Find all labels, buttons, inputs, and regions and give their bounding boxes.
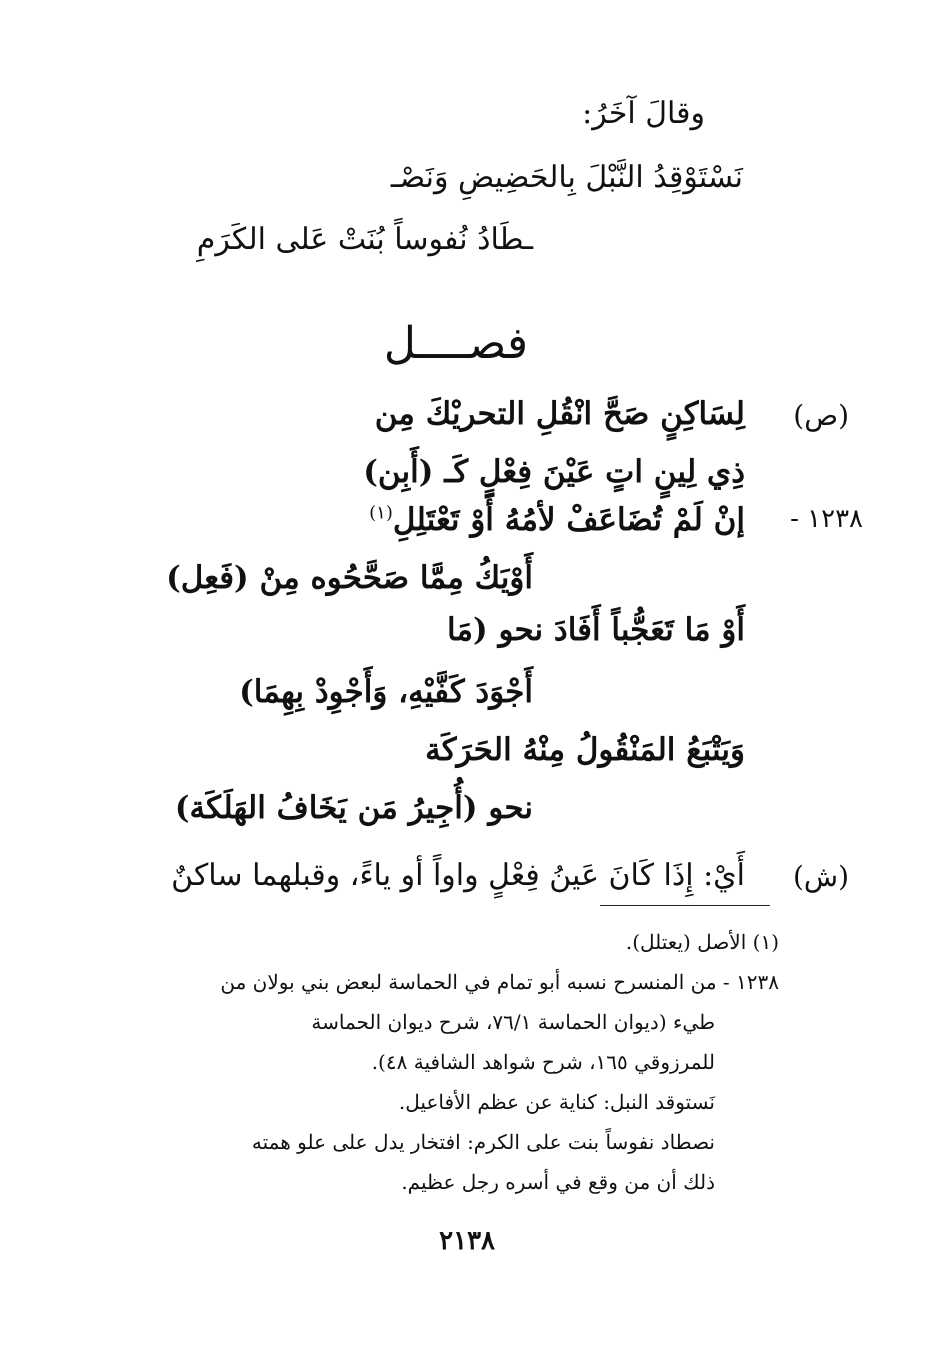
verse-line-7: وَيَتْبَعُ المَنْقُولُ مِنْهُ الحَرَكَة bbox=[425, 732, 745, 768]
verse-line-3: إنْ لَمْ تُضَاعَفْ لأمُهُ أَوْ تَعْتَلِلِ$^{(١)}$ bbox=[369, 502, 745, 538]
verse-number: ١٢٣٨ - bbox=[790, 504, 863, 534]
footnote-2-line-6: ذلك أن من وقع في أسره رجل عظيم. bbox=[401, 1170, 715, 1194]
shin-marker: (ش) bbox=[792, 860, 849, 893]
poem-line-1: نَسْتَوْقِدُ النَّبْلَ بِالحَضِيضِ وَنَصْـ bbox=[390, 160, 743, 195]
verse-line-4: أَوْيَكُ مِمَّا صَحَّحُوه مِنْ (فَعِل) bbox=[166, 560, 533, 596]
verse-line-2: ذِي لِينٍ اتٍ عَيْنَ فِعْلٍ كَـ (أَبِن) bbox=[363, 454, 745, 490]
footnote-ref: (١) bbox=[369, 502, 393, 524]
page-number: ٢١٣٨ bbox=[439, 1226, 495, 1256]
verse-line-8: نحو (أُجِيرُ مَن يَخَافُ الهَلَكَة) bbox=[174, 790, 533, 826]
intro-line: وقالَ آخَرُ: bbox=[582, 96, 705, 131]
footnote-2-line-3: للمرزوقي ١٦٥، شرح شواهد الشافية ٤٨). bbox=[371, 1050, 715, 1074]
verse-line-5: أَوْ مَا تَعَجُّباً أَفَادَ نحو (مَا bbox=[446, 612, 745, 648]
footnote-1: (١) الأصل (يعتلل). bbox=[625, 930, 779, 954]
footnote-2-line-5: نصطاد نفوساً بنت على الكرم: افتخار يدل على علو همته bbox=[251, 1130, 715, 1154]
poem-line-2: ـطَادُ نُفوساً بُنَتْ عَلى الكَرَمِ bbox=[196, 222, 533, 257]
sad-marker: (ص) bbox=[793, 399, 849, 432]
footnote-separator bbox=[600, 905, 770, 906]
footnote-2-line-1: ١٢٣٨ - من المنسرح نسبه أبو تمام في الحماسة لبعض بني بولان من bbox=[220, 970, 779, 994]
verse-line-6: أَجْوَدَ كَفَّيْهِ، وَأَجْوِدْ بِهِمَا) bbox=[239, 674, 533, 710]
verse-line-1: لِسَاكِنٍ صَحَّ انْقُلِ التحريْكَ مِن bbox=[374, 396, 745, 432]
section-heading: فصــــل bbox=[383, 318, 528, 369]
commentary-line: أَيْ: إِذَا كَانَ عَينُ فِعْلٍ واواً أو ياءً، وقبلهما ساكنٌ bbox=[171, 858, 745, 893]
footnote-2-line-4: نَستوقد النبل: كناية عن عظم الأفاعيل. bbox=[398, 1090, 715, 1114]
footnote-2-line-2: طيء (ديوان الحماسة ٧٦/١، شرح ديوان الحماسة bbox=[311, 1010, 715, 1034]
